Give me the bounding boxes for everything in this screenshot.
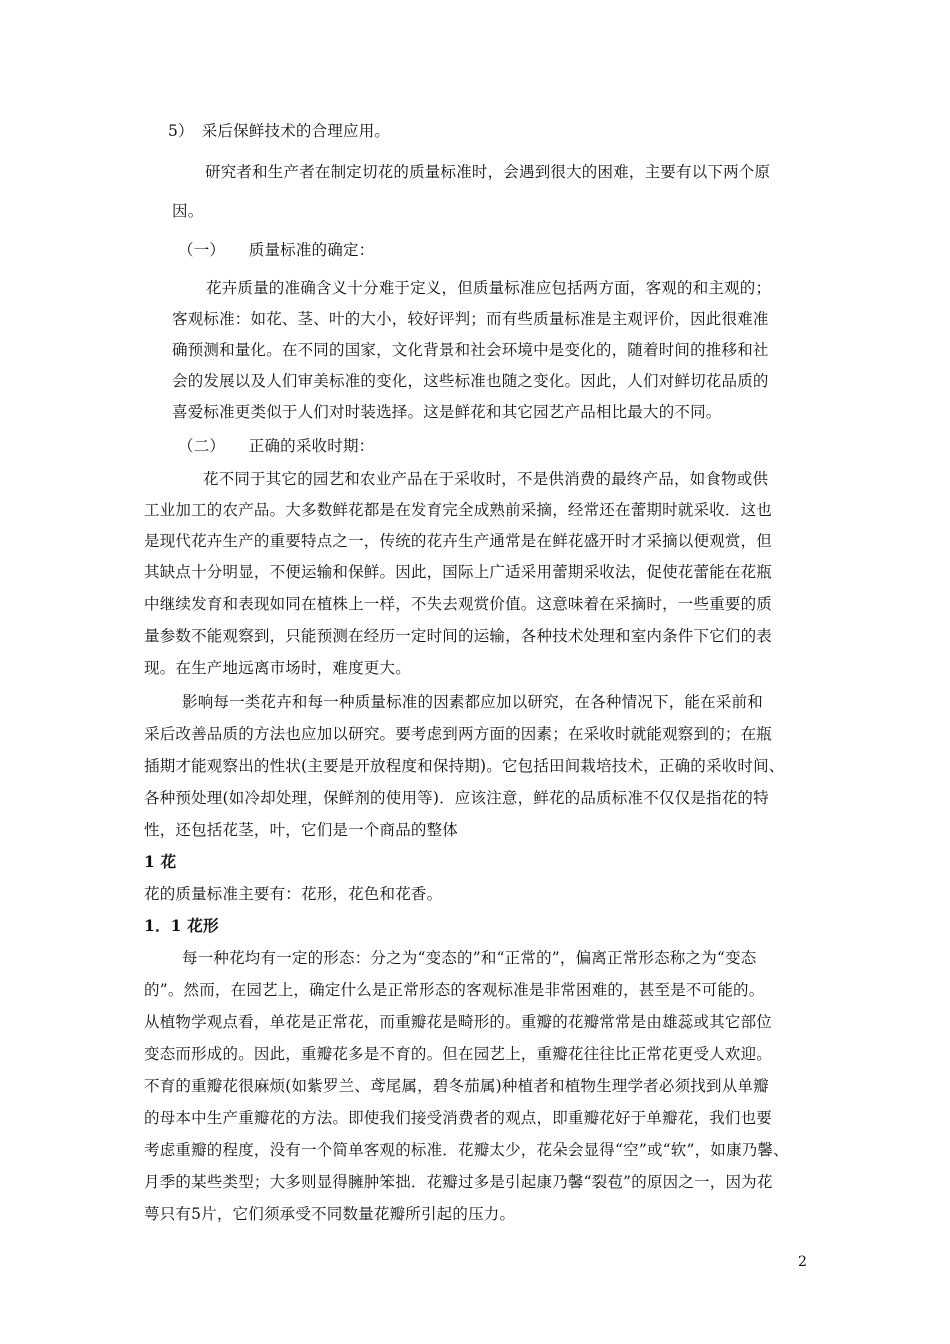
paragraph-line: 现。在生产地远离市场时，难度更大。: [144, 659, 411, 677]
paragraph-line: 花不同于其它的园艺和农业产品在于采收时，不是供消费的最终产品，如食物或供: [203, 470, 769, 488]
paragraph-line: 性，还包括花茎，叶，它们是一个商品的整体: [144, 821, 459, 839]
paragraph-line: 从植物学观点看，单花是正常花，而重瓣花是畸形的。重瓣的花瓣常常是由雄蕊或其它部位: [144, 1013, 773, 1031]
paragraph-line: 会的发展以及人们审美标准的变化，这些标准也随之变化。因此，人们对鲜切花品质的: [172, 372, 769, 390]
paragraph-line: 的”。然而，在园艺上，确定什么是正常形态的客观标准是非常困难的，甚至是不可能的。: [144, 981, 765, 999]
paragraph-line: 萼只有5片，它们须承受不同数量花瓣所引起的压力。: [144, 1205, 516, 1223]
paragraph-line: 各种预处理(如冷却处理，保鲜剂的使用等)．应该注意，鲜花的品质标准不仅仅是指花的特: [144, 789, 769, 807]
paragraph-line: 花卉质量的准确含义十分难于定义，但质量标准应包括两方面，客观的和主观的；: [206, 279, 772, 297]
paragraph-line: 因。: [172, 202, 204, 220]
paragraph-line: 是现代花卉生产的重要特点之一，传统的花卉生产通常是在鲜花盛开时才采摘以便观赏，但: [144, 532, 773, 550]
paragraph-line: 影响每一类花卉和每一种质量标准的因素都应加以研究，在各种情况下，能在采前和: [182, 693, 763, 711]
paragraph-line: 喜爱标准更类似于人们对时装选择。这是鲜花和其它园艺产品相比最大的不同。: [172, 403, 722, 421]
heading-flower-shape: 1．1 花形: [144, 916, 219, 935]
paragraph-line: 不育的重瓣花很麻烦(如紫罗兰、鸢尾属，碧冬茄属)种植者和植物生理学者必须找到从单瓣: [144, 1077, 769, 1095]
paragraph-line: 的母本中生产重瓣花的方法。即使我们接受消费者的观点，即重瓣花好于单瓣花，我们也要: [144, 1109, 773, 1127]
paragraph-line: 插期才能观察出的性状(主要是开放程度和保持期)。它包括田间栽培技术，正确的采收时间、: [144, 757, 785, 775]
paragraph-line: 变态而形成的。因此，重瓣花多是不育的。但在园艺上，重瓣花往往比正常花更受人欢迎。: [144, 1045, 773, 1063]
heading-flower: 1 花: [144, 852, 177, 871]
page-number: 2: [798, 1254, 807, 1270]
paragraph-line: 确预测和量化。在不同的国家，文化背景和社会环境中是变化的，随着时间的推移和社: [172, 341, 769, 359]
paragraph-line: 中继续发育和表现如同在植株上一样，不失去观赏价值。这意味着在采摘时，一些重要的质: [144, 595, 773, 613]
paragraph-line: 其缺点十分明显，不便运输和保鲜。因此，国际上广适采用蕾期采收法，促使花蕾能在花瓶: [144, 563, 773, 581]
paragraph-line: 考虑重瓣的程度，没有一个简单客观的标准．花瓣太少，花朵会显得“空”或“软”，如康乃馨、: [144, 1141, 789, 1159]
paragraph-line: 采后改善品质的方法也应加以研究。要考虑到两方面的因素；在采收时就能观察到的；在瓶: [144, 725, 773, 743]
paragraph-line: 每一种花均有一定的形态：分之为“变态的”和“正常的”，偏离正常形态称之为“变态: [182, 949, 757, 967]
section-heading-1: （一） 质量标准的确定：: [178, 241, 375, 259]
paragraph-line: 客观标准：如花、茎、叶的大小，较好评判；而有些质量标准是主观评价，因此很难准: [172, 310, 769, 328]
paragraph-line: 花的质量标准主要有：花形，花色和花香。: [144, 885, 443, 903]
list-item-5: 5） 采后保鲜技术的合理应用。: [168, 122, 391, 140]
paragraph-line: 月季的某些类型；大多则显得臃肿笨拙．花瓣过多是引起康乃馨“裂苞”的原因之一，因为花: [144, 1173, 773, 1191]
paragraph-line: 研究者和生产者在制定切花的质量标准时，会遇到很大的困难，主要有以下两个原: [205, 163, 771, 181]
paragraph-line: 量参数不能观察到，只能预测在经历一定时间的运输，各种技术处理和室内条件下它们的表: [144, 627, 773, 645]
paragraph-line: 工业加工的农产品。大多数鲜花都是在发育完全成熟前采摘，经常还在蕾期时就采收．这也: [144, 501, 773, 519]
section-heading-2: （二） 正确的采收时期：: [178, 437, 375, 455]
